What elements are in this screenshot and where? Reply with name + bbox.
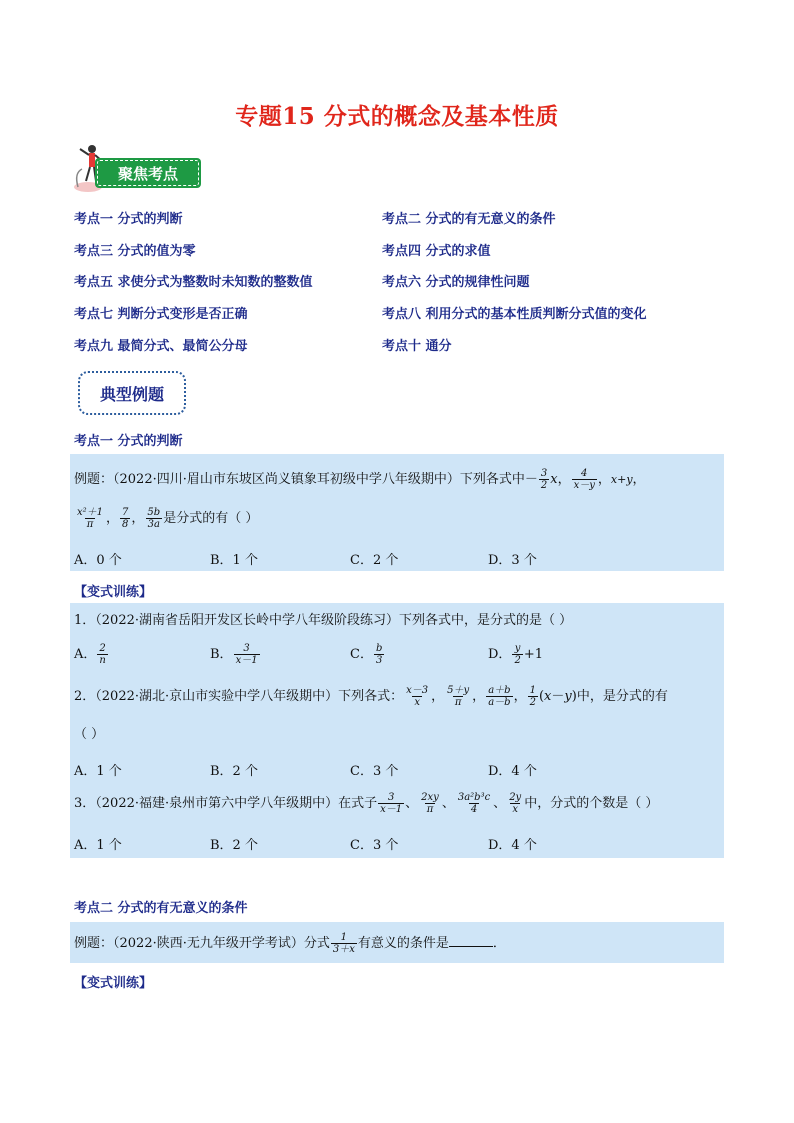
q2-option-b: B．2 个 [210, 764, 258, 779]
q2-stem: 2．（2022·湖北·京山市实验中学八年级期中）下列各式： [74, 689, 404, 704]
practice-label-1: 【变式训练】 [74, 585, 153, 600]
q2-option-c: C．3 个 [350, 764, 399, 779]
q2-option-a: A．1 个 [74, 764, 122, 779]
example2-intro: 例题：（2022·陕西·无九年级开学考试）分式 [74, 936, 330, 951]
q3-option-a: A．1 个 [74, 838, 122, 853]
q3-option-b: B．2 个 [210, 838, 258, 853]
kaodian-item: 考点八 利用分式的基本性质判断分式值的变化 [382, 307, 647, 322]
example1-line2: $\frac{\text{x²＋1}}{\pi}$ ， $\frac{7}{8}$ ， $\frac{5b}{3a}$ 是分式的有（ ） [77, 507, 259, 530]
practice1-band [70, 603, 724, 858]
kaodian-item: 考点四 分式的求值 [382, 244, 491, 259]
q3-stem-line: 3．（2022·福建·泉州市第六中学八年级期中）在式子 $\frac{3}{x-1}$ 、 $\frac{2xy}{\pi}$ 、 $\frac{\text{3a²b³c}}{4}$ 、 $\frac{2y}{x}$ 中，分式的个数是（ ） [74, 792, 659, 815]
example1-option-b: B．1 个 [210, 553, 258, 568]
q2-stem-line: 2．（2022·湖北·京山市实验中学八年级期中）下列各式： $\frac{x-3}{x}$ ， $\frac{5+y}{\pi}$ ， $\frac{a+b}{a-b}$ ， $\frac{1}{2}$ (x－y)中，是分式的有 [74, 685, 668, 708]
q2-stem-tail: 中，是分式的有 [576, 689, 668, 704]
example1-intro: 例题：（2022·四川·眉山市东坡区尚义镇象耳初级中学八年级期中）下列各式中－ [74, 472, 538, 487]
section1-heading: 考点一 分式的判断 [74, 434, 183, 449]
q1-option-a: A． $\frac{2}{n}$ [74, 643, 106, 666]
q1-stem: 1．（2022·湖南省岳阳开发区长岭中学八年级阶段练习）下列各式中，是分式的是（ ） [74, 613, 573, 628]
answer-blank[interactable] [449, 934, 493, 947]
focus-badge-label: 聚焦考点 [117, 164, 178, 183]
example2-line: 例题：（2022·陕西·无九年级开学考试）分式 $\frac{1}{3+x}$ 有意义的条件是 ． [74, 932, 506, 955]
kaodian-item: 考点六 分式的规律性问题 [382, 275, 530, 290]
section2-heading: 考点二 分式的有无意义的条件 [74, 901, 248, 916]
q1-option-b: B． $\frac{3}{x-1}$ [210, 643, 258, 666]
q3-stem-tail: 中，分式的个数是（ ） [524, 796, 659, 811]
q2-option-d: D．4 个 [488, 764, 537, 779]
q3-option-d: D．4 个 [488, 838, 537, 853]
kaodian-item: 考点十 通分 [382, 339, 452, 354]
example1-option-a: A．0 个 [74, 553, 122, 568]
kaodian-item: 考点七 判断分式变形是否正确 [74, 307, 248, 322]
page-title: 专题15 分式的概念及基本性质 [235, 103, 559, 130]
kaodian-item: 考点三 分式的值为零 [74, 244, 196, 259]
example1-option-c: C．2 个 [350, 553, 399, 568]
typical-examples-label: 典型例题 [99, 384, 164, 404]
kaodian-item: 考点九 最简分式、最简公分母 [74, 339, 248, 354]
example2-tail: 有意义的条件是 [357, 936, 449, 951]
q2-paren: （ ） [74, 727, 105, 742]
focus-badge [95, 158, 201, 188]
example1-option-d: D．3 个 [488, 553, 537, 568]
q1-option-d: D． $\frac{y}{2}$ +1 [488, 643, 543, 666]
example1-tail: 是分式的有（ ） [163, 511, 259, 526]
example1-line1: 例题：（2022·四川·眉山市东坡区尚义镇象耳初级中学八年级期中）下列各式中－ $\frac{3}{2}$ x， $\frac{4}{x-y}$ ，x+y， [74, 468, 646, 491]
q3-stem: 3．（2022·福建·泉州市第六中学八年级期中）在式子 [74, 796, 378, 811]
kaodian-item: 考点二 分式的有无意义的条件 [382, 212, 556, 227]
practice-label-2: 【变式训练】 [74, 976, 153, 991]
q3-option-c: C．3 个 [350, 838, 399, 853]
kaodian-item: 考点五 求使分式为整数时未知数的整数值 [74, 275, 313, 290]
q1-option-c: C． $\frac{b}{3}$ [350, 643, 383, 666]
kaodian-item: 考点一 分式的判断 [74, 212, 183, 227]
typical-examples-box [78, 371, 186, 415]
